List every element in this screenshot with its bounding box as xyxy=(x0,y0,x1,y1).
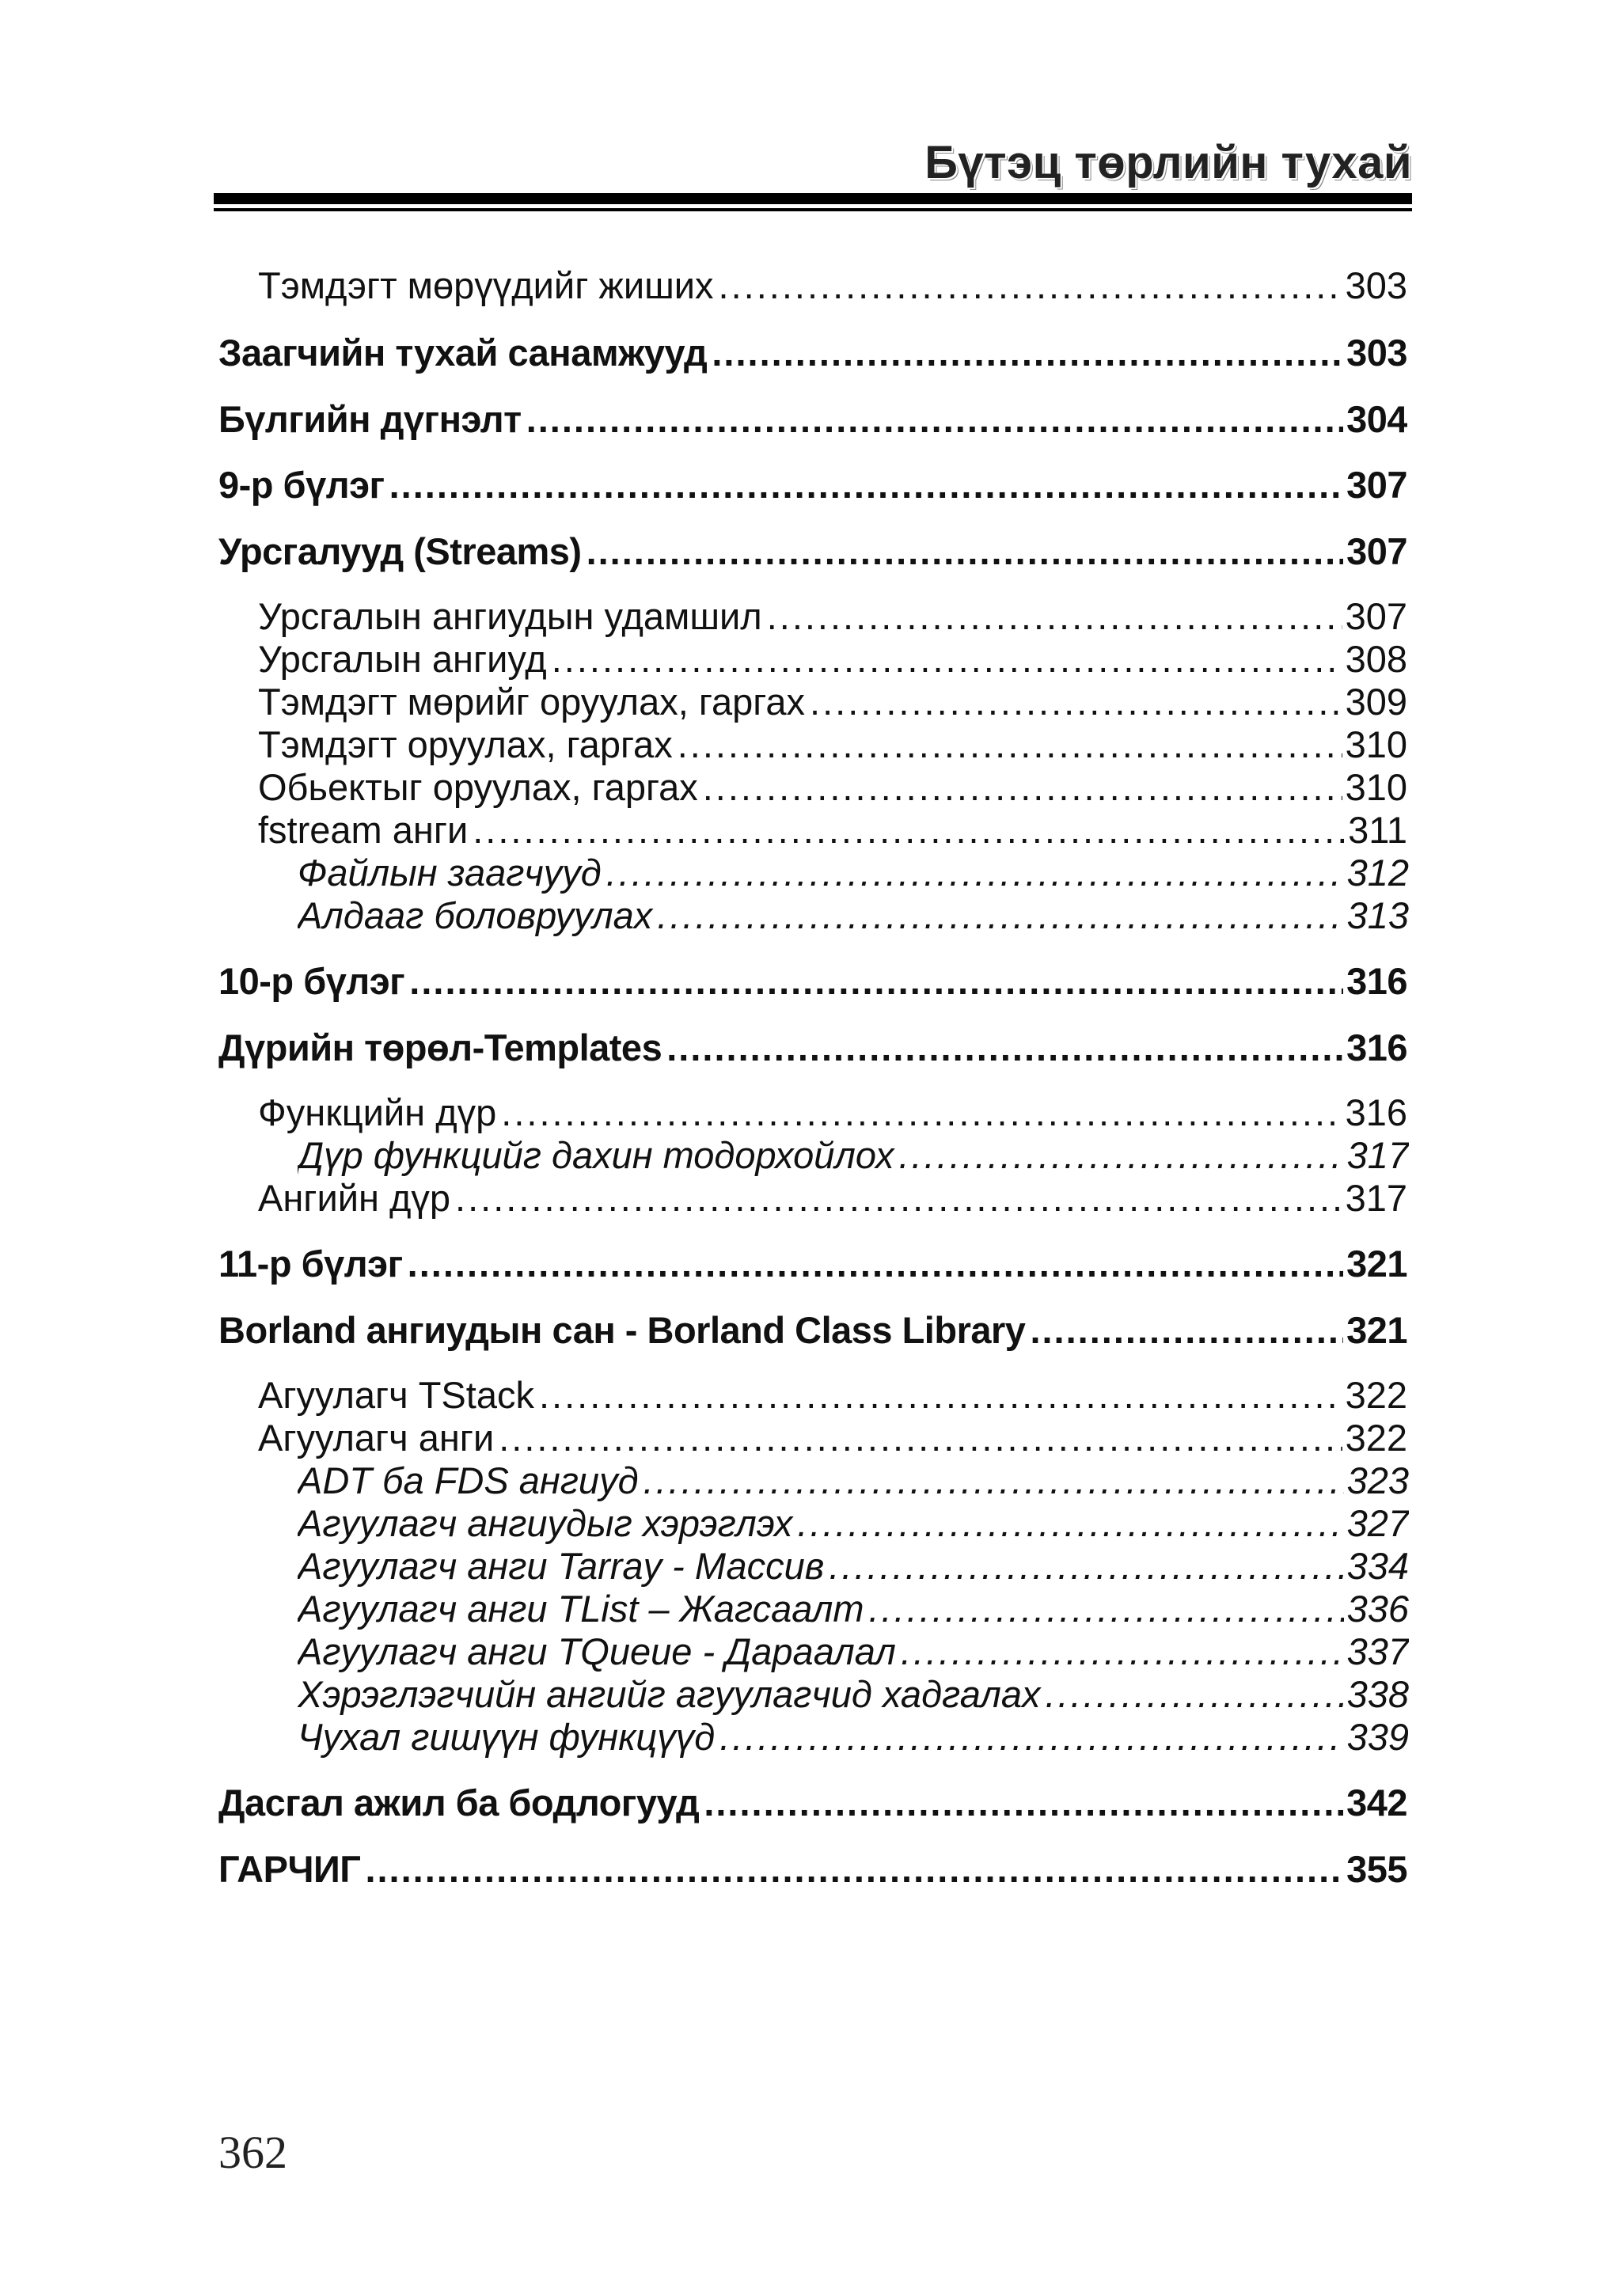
toc-dot-leader xyxy=(389,461,1343,509)
toc-entry-title: Тэмдэгт мөрүүдийг жиших xyxy=(258,264,714,306)
toc-entry-title: Агуулагч анги TQueue - Дараалал xyxy=(298,1630,896,1672)
toc-dot-leader xyxy=(409,958,1343,1005)
toc-entry xyxy=(258,680,1407,724)
toc-dot-leader xyxy=(1030,1307,1343,1354)
toc-entry-title: Обьектыг оруулах, гаргах xyxy=(258,766,698,808)
toc-dot-leader xyxy=(473,808,1345,852)
toc-dot-leader xyxy=(712,329,1343,377)
toc-entry xyxy=(298,1715,1409,1759)
toc-dot-leader xyxy=(552,637,1342,681)
toc-entry xyxy=(258,1416,1407,1460)
toc-entry xyxy=(218,1240,1407,1288)
toc-entry xyxy=(258,264,1407,308)
toc-entry-title: 9-р бүлэг xyxy=(218,464,385,506)
toc-entry xyxy=(298,1587,1409,1631)
toc-entry-title: Ангийн дүр xyxy=(258,1177,451,1219)
toc-entry-title: Заагчийн тухай санамжууд xyxy=(218,332,708,374)
toc-entry-page: 334 xyxy=(1346,1545,1409,1587)
toc-entry-title: Урсгалын ангиуд xyxy=(258,638,547,680)
toc-entry-page: 303 xyxy=(1346,332,1407,374)
toc-entry-title: Тэмдэгт мөрийг оруулах, гаргах xyxy=(258,681,806,723)
toc-entry xyxy=(218,1307,1407,1354)
toc-entry-page: 316 xyxy=(1346,960,1407,1002)
toc-entry-title: ADT ба FDS ангиуд xyxy=(298,1459,639,1501)
toc-entry-page: 336 xyxy=(1346,1588,1409,1630)
toc-entry xyxy=(218,461,1407,509)
toc-entry-title: Чухал гишүүн функцүүд xyxy=(298,1716,716,1758)
toc-entry-page: 307 xyxy=(1346,530,1407,572)
toc-entry-page: 311 xyxy=(1348,809,1407,851)
toc-dot-leader xyxy=(539,1373,1342,1417)
toc-entry xyxy=(298,1501,1409,1546)
toc-entry-page: 309 xyxy=(1345,681,1407,723)
toc-dot-leader xyxy=(703,765,1342,810)
toc-dot-leader xyxy=(797,1501,1343,1546)
toc-dot-leader xyxy=(1045,1672,1343,1717)
toc-entry-page: 307 xyxy=(1345,595,1407,637)
toc-entry-page: 303 xyxy=(1345,264,1407,306)
toc-entry-title: Агуулагч анги xyxy=(258,1417,495,1459)
toc-entry xyxy=(298,1630,1409,1674)
toc-entry-title: Агуулагч ангиудыг хэрэглэх xyxy=(298,1502,793,1544)
toc-entry-page: 316 xyxy=(1345,1091,1407,1133)
toc-entry-title: Агуулагч TStack xyxy=(258,1374,534,1416)
toc-entry xyxy=(258,723,1407,767)
toc-dot-leader xyxy=(455,1176,1342,1220)
toc-entry-page: 312 xyxy=(1346,852,1409,894)
toc-entry-page: 310 xyxy=(1345,723,1407,765)
toc-entry-page: 327 xyxy=(1346,1502,1409,1544)
toc-entry-title: Агуулагч анги Tarray - Массив xyxy=(298,1545,825,1587)
toc-entry-page: 355 xyxy=(1346,1848,1407,1890)
toc-entry-page: 342 xyxy=(1346,1782,1407,1824)
toc-entry-page: 308 xyxy=(1345,638,1407,680)
toc-entry-title: Бүлгийн дүгнэлт xyxy=(218,398,522,440)
toc-dot-leader xyxy=(901,1630,1344,1674)
toc-dot-leader xyxy=(829,1544,1343,1588)
toc-entry-title: Хэрэглэгчийн ангийг агуулагчид хадгалах xyxy=(298,1673,1041,1715)
toc-entry xyxy=(298,1672,1409,1717)
toc-dot-leader xyxy=(719,264,1342,308)
toc-entry xyxy=(218,1024,1407,1072)
toc-entry xyxy=(258,808,1407,852)
toc-entry-title: Файлын заагчууд xyxy=(298,852,602,894)
toc-dot-leader xyxy=(869,1587,1344,1631)
toc-entry-title: Дүрийн төрөл-Templates xyxy=(218,1027,662,1068)
toc-dot-leader xyxy=(657,894,1343,938)
toc-entry xyxy=(258,1176,1407,1220)
toc-entry xyxy=(258,1091,1407,1135)
toc-entry-title: Урсгалын ангиудын удамшил xyxy=(258,595,762,637)
toc-entry-page: 338 xyxy=(1346,1673,1409,1715)
toc-entry xyxy=(258,1373,1407,1417)
toc-entry-page: 317 xyxy=(1346,1134,1409,1176)
toc-entry-title: Урсгалууд (Streams) xyxy=(218,530,582,572)
toc-dot-leader xyxy=(501,1091,1342,1135)
toc-entry-title: Дасгал ажил ба бодлогууд xyxy=(218,1782,700,1824)
toc-entry-title: Агуулагч анги TList – Жагсаалт xyxy=(298,1588,864,1630)
toc-dot-leader xyxy=(678,723,1342,767)
toc-entry-title: 10-р бүлэг xyxy=(218,960,405,1002)
toc-entry xyxy=(218,329,1407,377)
toc-entry-page: 321 xyxy=(1346,1243,1407,1285)
toc-entry-page: 316 xyxy=(1346,1027,1407,1068)
toc-entry-title: fstream анги xyxy=(258,809,469,851)
toc-entry xyxy=(218,396,1407,443)
toc-entry xyxy=(298,851,1409,895)
toc-dot-leader xyxy=(587,528,1344,575)
toc-entry-page: 321 xyxy=(1346,1309,1407,1351)
toc-entry-page: 337 xyxy=(1346,1630,1409,1672)
toc-entry-title: 11-р бүлэг xyxy=(218,1243,403,1285)
toc-entry-page: 310 xyxy=(1345,766,1407,808)
toc-entry xyxy=(298,1133,1409,1178)
toc-dot-leader xyxy=(643,1459,1344,1503)
toc-entry-page: 307 xyxy=(1346,464,1407,506)
toc-entry xyxy=(218,958,1407,1005)
toc-dot-leader xyxy=(499,1416,1342,1460)
toc-dot-leader xyxy=(606,851,1344,895)
toc-entry xyxy=(218,1779,1407,1827)
toc-dot-leader xyxy=(767,594,1342,639)
toc-entry-title: ГАРЧИГ xyxy=(218,1848,361,1890)
toc-dot-leader xyxy=(365,1846,1343,1893)
toc-entry-page: 339 xyxy=(1346,1716,1409,1758)
toc-entry xyxy=(258,637,1407,681)
toc-entry-title: Функцийн дүр xyxy=(258,1091,497,1133)
toc-dot-leader xyxy=(666,1024,1343,1072)
toc-entry xyxy=(258,594,1407,639)
toc-entry xyxy=(258,765,1407,810)
toc-dot-leader xyxy=(408,1240,1343,1288)
toc-entry-title: Дүр функцийг дахин тодорхойлох xyxy=(298,1134,894,1176)
toc-entry-title: Тэмдэгт оруулах, гаргах xyxy=(258,723,673,765)
toc-entry xyxy=(218,1846,1407,1893)
toc-entry-page: 317 xyxy=(1345,1177,1407,1219)
toc-dot-leader xyxy=(704,1779,1343,1827)
toc-entry-page: 323 xyxy=(1346,1459,1409,1501)
toc-dot-leader xyxy=(810,680,1342,724)
toc-entry-page: 322 xyxy=(1345,1374,1407,1416)
toc-entry xyxy=(298,1544,1409,1588)
toc-entry-page: 322 xyxy=(1345,1417,1407,1459)
toc-dot-leader xyxy=(526,396,1343,443)
toc-entry-title: Алдааг боловруулах xyxy=(298,894,653,936)
running-header-title: Бүтэц төрлийн тухай xyxy=(924,137,1412,188)
toc-entry-page: 313 xyxy=(1346,894,1409,936)
toc-entry xyxy=(218,528,1407,575)
toc-dot-leader xyxy=(719,1715,1343,1759)
toc-entry-title: Borland ангиудын сан - Borland Class Library xyxy=(218,1309,1026,1351)
page-number: 362 xyxy=(218,2127,287,2178)
toc-dot-leader xyxy=(898,1133,1343,1178)
toc-entry xyxy=(298,894,1409,938)
toc-entry xyxy=(298,1459,1409,1503)
toc-entry-page: 304 xyxy=(1346,398,1407,440)
